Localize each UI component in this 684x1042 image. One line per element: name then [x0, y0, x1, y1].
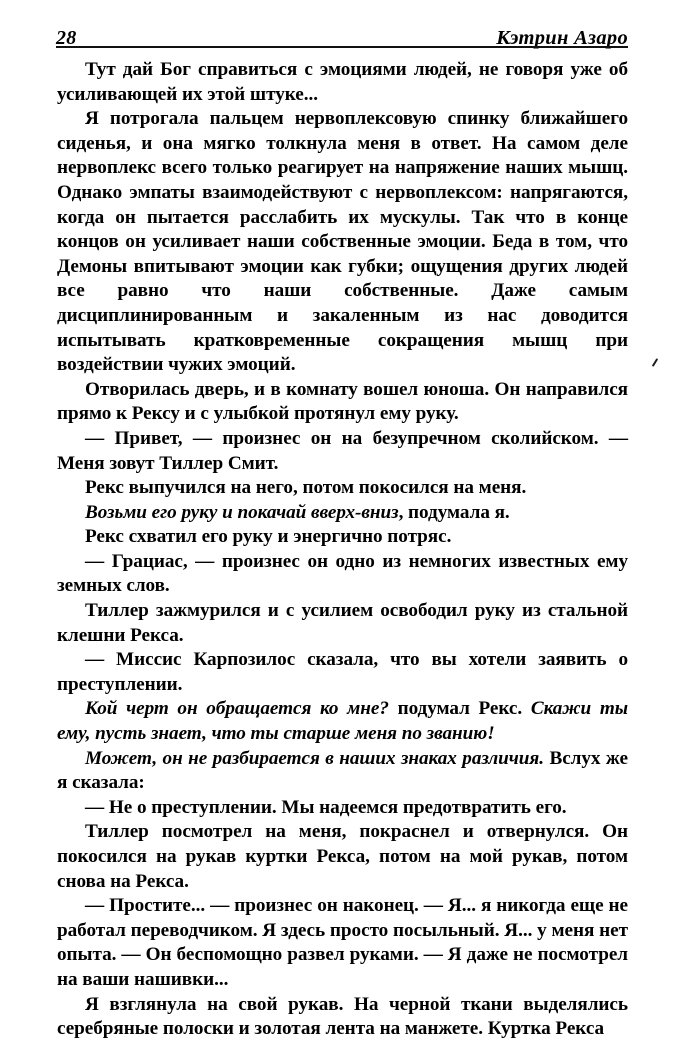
roman-run: Отворилась дверь, и в комнату вошел юноша. Он направился прямо к Рексу и с улыбкой протянул ему руку.	[57, 378, 628, 425]
italic-run: Кой черт он обращается ко мне?	[85, 698, 389, 720]
italic-run: Может, он не разбирается в наших знаках различия.	[85, 747, 544, 769]
roman-run: подумал Рекс.	[388, 698, 531, 720]
roman-run: Рекс выпучился на него, потом покосился на меня.	[85, 477, 527, 499]
paragraph	[57, 501, 628, 526]
paragraph	[57, 476, 628, 501]
header-rule	[56, 46, 628, 48]
paragraph	[57, 550, 628, 599]
roman-run: Я взглянула на свой рукав. На черной ткани выделялись серебряные полоски и золотая лента на манжете. Куртка Рекса	[57, 993, 628, 1040]
body-text-column	[57, 58, 628, 1042]
paragraph	[57, 525, 628, 550]
running-header	[56, 14, 628, 48]
roman-run: — Привет, — произнес он на безупречном сколийском. — Меня зовут Тиллер Смит.	[57, 427, 628, 474]
scan-artifact-mark	[652, 358, 661, 368]
paragraph	[57, 820, 628, 894]
paragraph	[57, 747, 628, 796]
paragraph	[57, 648, 628, 697]
paragraph	[57, 427, 628, 476]
paragraph	[57, 58, 628, 107]
paragraph	[57, 378, 628, 427]
roman-run: — Миссис Карпозилос сказала, что вы хотели заявить о преступлении.	[57, 649, 628, 695]
italic-run: Возьми его руку и покачай вверх-вниз	[85, 501, 399, 523]
roman-run: — Грациас, — произнес он одно из немногих известных ему земных слов.	[57, 550, 628, 597]
italic-run: Скажи ты ему, пусть знает, что ты старше меня по званию!	[57, 698, 629, 745]
roman-run: — Не о преступлении. Мы надеемся предотвратить его.	[85, 796, 567, 818]
roman-run: Тиллер посмотрел на меня, покраснел и отвернулся. Он покосился на рукав куртки Рекса, потом на мой рукав, потом снова на Рекса.	[57, 821, 628, 892]
roman-run: — Простите... — произнес он наконец. — Я... я никогда еще не работал переводчиком. Я здесь просто посыльный. Я... у меня нет опыта. — Он беспомощно развел руками. — Я даже не посмотрел на ваши нашивки...	[57, 895, 628, 990]
paragraph	[57, 599, 628, 648]
author-running-title: Кэтрин Азаро	[496, 26, 628, 49]
roman-run: Тиллер зажмурился и с усилием освободил руку из стальной клешни Рекса.	[57, 600, 628, 646]
roman-run: Вслух же я сказала:	[57, 747, 628, 794]
roman-run: , подумала я.	[398, 501, 510, 523]
roman-run: Я потрогала пальцем нервоплексовую спинку ближайшего сиденья, и она мягко толкнула меня в ответ. На самом деле нервоплекс всего только реагирует на напряжение наших мышц. Однако эмпаты взаимодействуют с нервоплексом: напрягаются, когда он пытается расслабить их мускулы. Так что в конце концов он усиливает наши собственные эмоции. Беда в том, что Демоны впитывают эмоции как губки; ощущения других людей все равно что наши собственные. Даже самым дисциплинированным и закаленным из нас доводится испытывать кратковременные сокращения мышц при воздействии чужих эмоций.	[57, 108, 628, 376]
roman-run: Рекс схватил его руку и энергично потряс.	[85, 526, 452, 548]
paragraph	[57, 697, 628, 746]
paragraph	[57, 993, 628, 1042]
paragraph	[57, 894, 628, 992]
roman-run: Тут дай Бог справиться с эмоциями людей, не говоря уже об усиливающей их этой штуке...	[57, 59, 628, 105]
page-number: 28	[56, 27, 77, 49]
paragraph	[57, 107, 628, 378]
paragraph	[57, 796, 628, 821]
